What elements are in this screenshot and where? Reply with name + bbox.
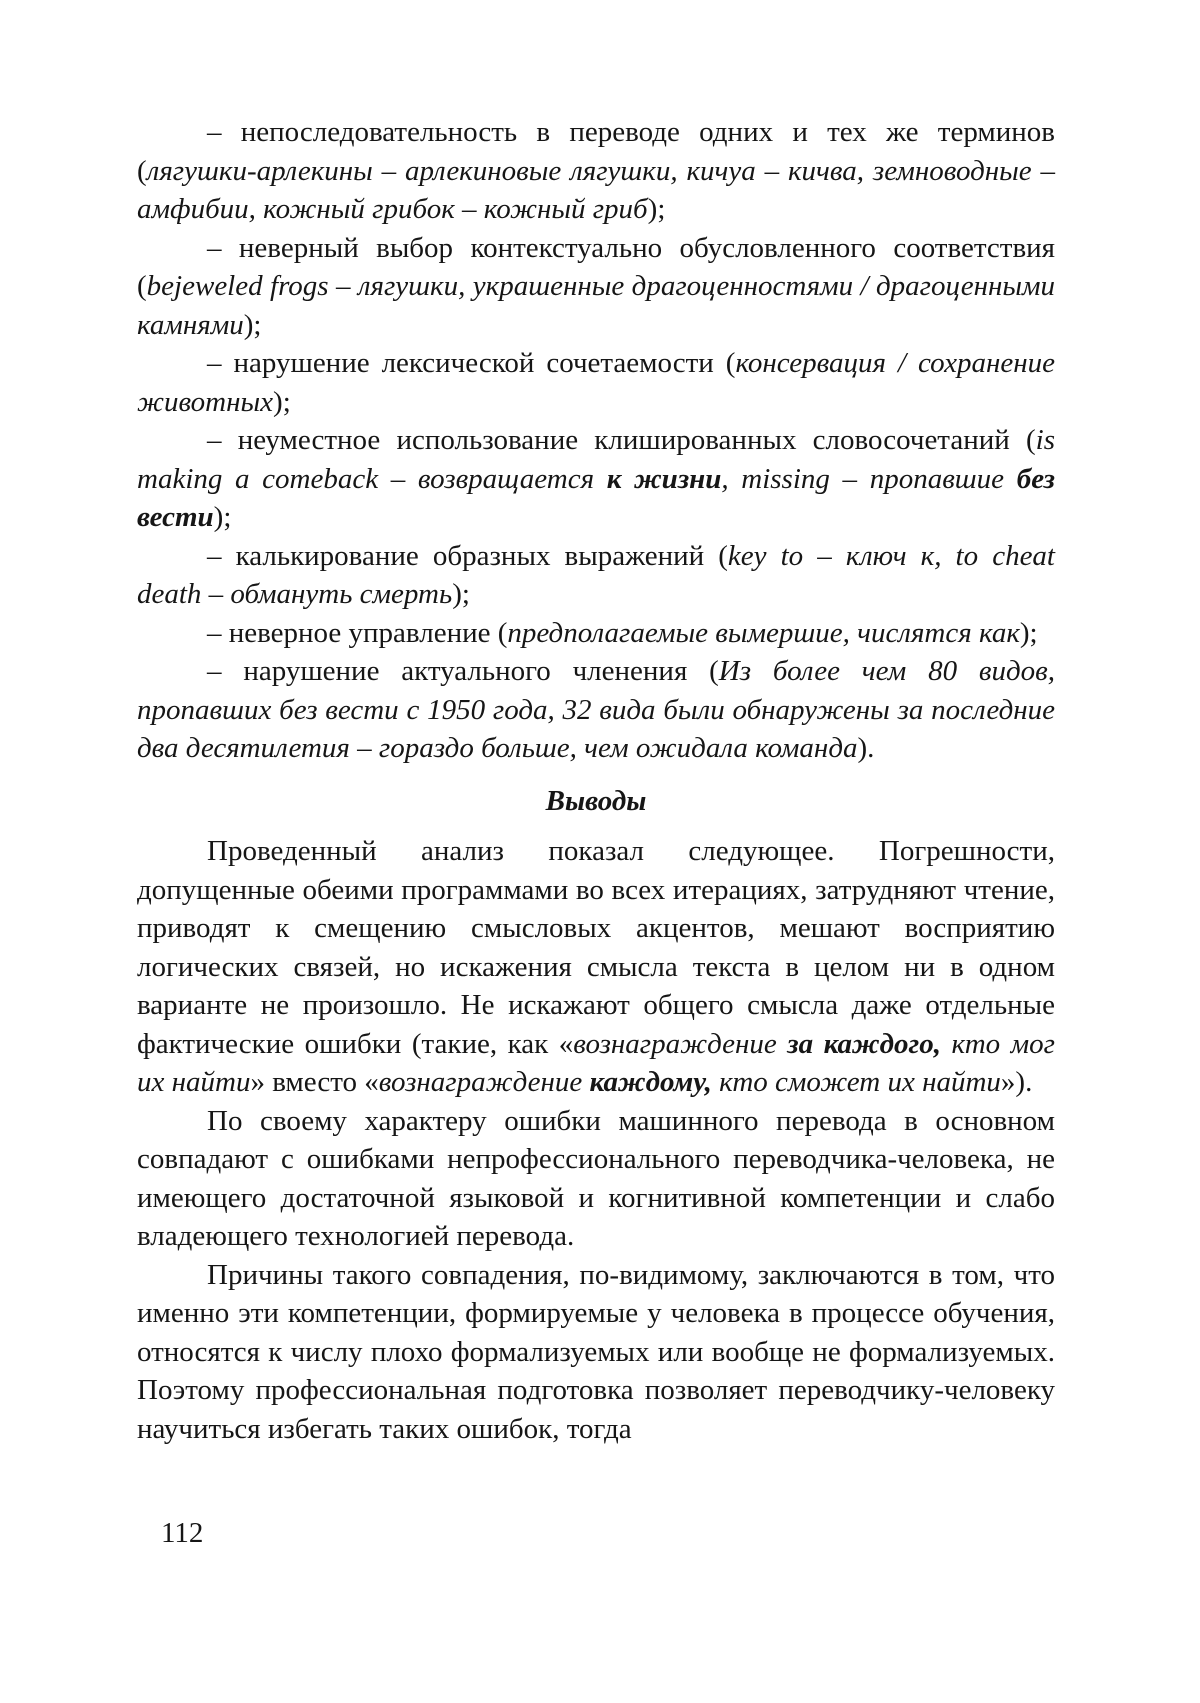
- text-run: к жизни: [606, 462, 722, 495]
- text-run: консервация / сохранение животных: [137, 347, 1055, 418]
- text-run: ).: [857, 732, 875, 764]
- text-run: – неуместное использование клишированных словосочетаний (: [207, 424, 1036, 456]
- body-paragraph: [137, 1102, 1055, 1256]
- page-number: 112: [161, 1517, 204, 1549]
- text-run: – неверное управление (: [207, 616, 508, 649]
- body-paragraph: [137, 832, 1055, 1102]
- text-run: – непоследовательность в переводе одних и тех же терминов (: [137, 116, 1055, 187]
- text-run: каждому,: [589, 1066, 712, 1098]
- text-run: вознаграждение: [573, 1027, 788, 1060]
- text-run: – нарушение лексической сочетаемости (: [207, 347, 736, 379]
- list-item: [137, 344, 1055, 421]
- text-run: лягушки-арлекины – арлекиновые лягушки, кичуа – кичва, земноводные – амфибии, кожный грибок – кожный гриб: [137, 154, 1055, 225]
- text-run: вознаграждение: [378, 1066, 590, 1098]
- text-run: предполагаемые вымершие, числятся как: [507, 616, 1020, 649]
- list-item: [137, 421, 1055, 537]
- text-run: );: [273, 385, 291, 418]
- section-heading: Выводы: [545, 784, 647, 817]
- text-run: bejeweled frogs – лягушки, украшенные драгоценностями / драгоценными камнями: [137, 270, 1055, 341]
- text-run: кто сможет их найти: [711, 1066, 1001, 1098]
- text-run: По своему характеру ошибки машинного перевода в основном совпадают с ошибками непрофессионального переводчика-человека, не имеющего достаточной языковой и когнитивной компетенции и слабо владеющего технологией перевода.: [137, 1104, 1055, 1252]
- text-run: key to – ключ к, to cheat death – обмануть смерть: [137, 539, 1055, 610]
- text-run: – калькирование образных выражений (: [207, 539, 728, 572]
- text-run: кто мог их найти: [137, 1027, 1055, 1098]
- text-run: за каждого,: [787, 1027, 942, 1060]
- text-run: Из более чем 80 видов, пропавших без вести с 1950 года, 32 вида были обнаружены за последние два десятилетия – гораздо больше, чем ожидала команда: [137, 655, 1056, 764]
- body-paragraph: [137, 1256, 1055, 1449]
- text-run: Проведенный анализ показал следующее. Погрешности, допущенные обеими программами во всех итерациях, затрудняют чтение, приводят к смещению смысловых акцентов, мешают восприятию логических связей, но искажения смысла текста в целом ни в одном варианте не произошло. Не искажают общего смысла даже отдельные фактические ошибки (такие, как «: [137, 835, 1055, 1060]
- list-item: [137, 113, 1055, 229]
- text-run: » вместо «: [250, 1066, 379, 1098]
- list-item: [137, 537, 1055, 614]
- text-run: is making a comeback – возвращается: [137, 424, 1055, 495]
- text-run: );: [647, 193, 666, 225]
- list-item: [137, 229, 1055, 345]
- list-item: [137, 614, 1055, 653]
- text-run: );: [213, 501, 232, 533]
- text-run: – неверный выбор контекстуально обусловленного соответствия (: [137, 231, 1055, 302]
- text-run: без вести: [137, 462, 1055, 533]
- text-run: , missing – пропавшие: [721, 462, 1017, 495]
- text-column: [137, 113, 1055, 1448]
- list-item: [137, 652, 1055, 768]
- text-run: );: [1019, 616, 1038, 649]
- text-run: );: [243, 308, 262, 341]
- text-run: );: [452, 578, 470, 610]
- text-run: »).: [1000, 1066, 1033, 1098]
- text-run: – нарушение актуального членения (: [207, 655, 719, 687]
- text-run: Причины такого совпадения, по-видимому, заключаются в том, что именно эти компетенции, формируемые у человека в процессе обучения, относятся к числу плохо формализуемых или вообще не формализуемых. Поэтому профессиональная подготовка позволяет переводчику-человеку научиться избегать таких ошибок, тогда: [137, 1258, 1055, 1445]
